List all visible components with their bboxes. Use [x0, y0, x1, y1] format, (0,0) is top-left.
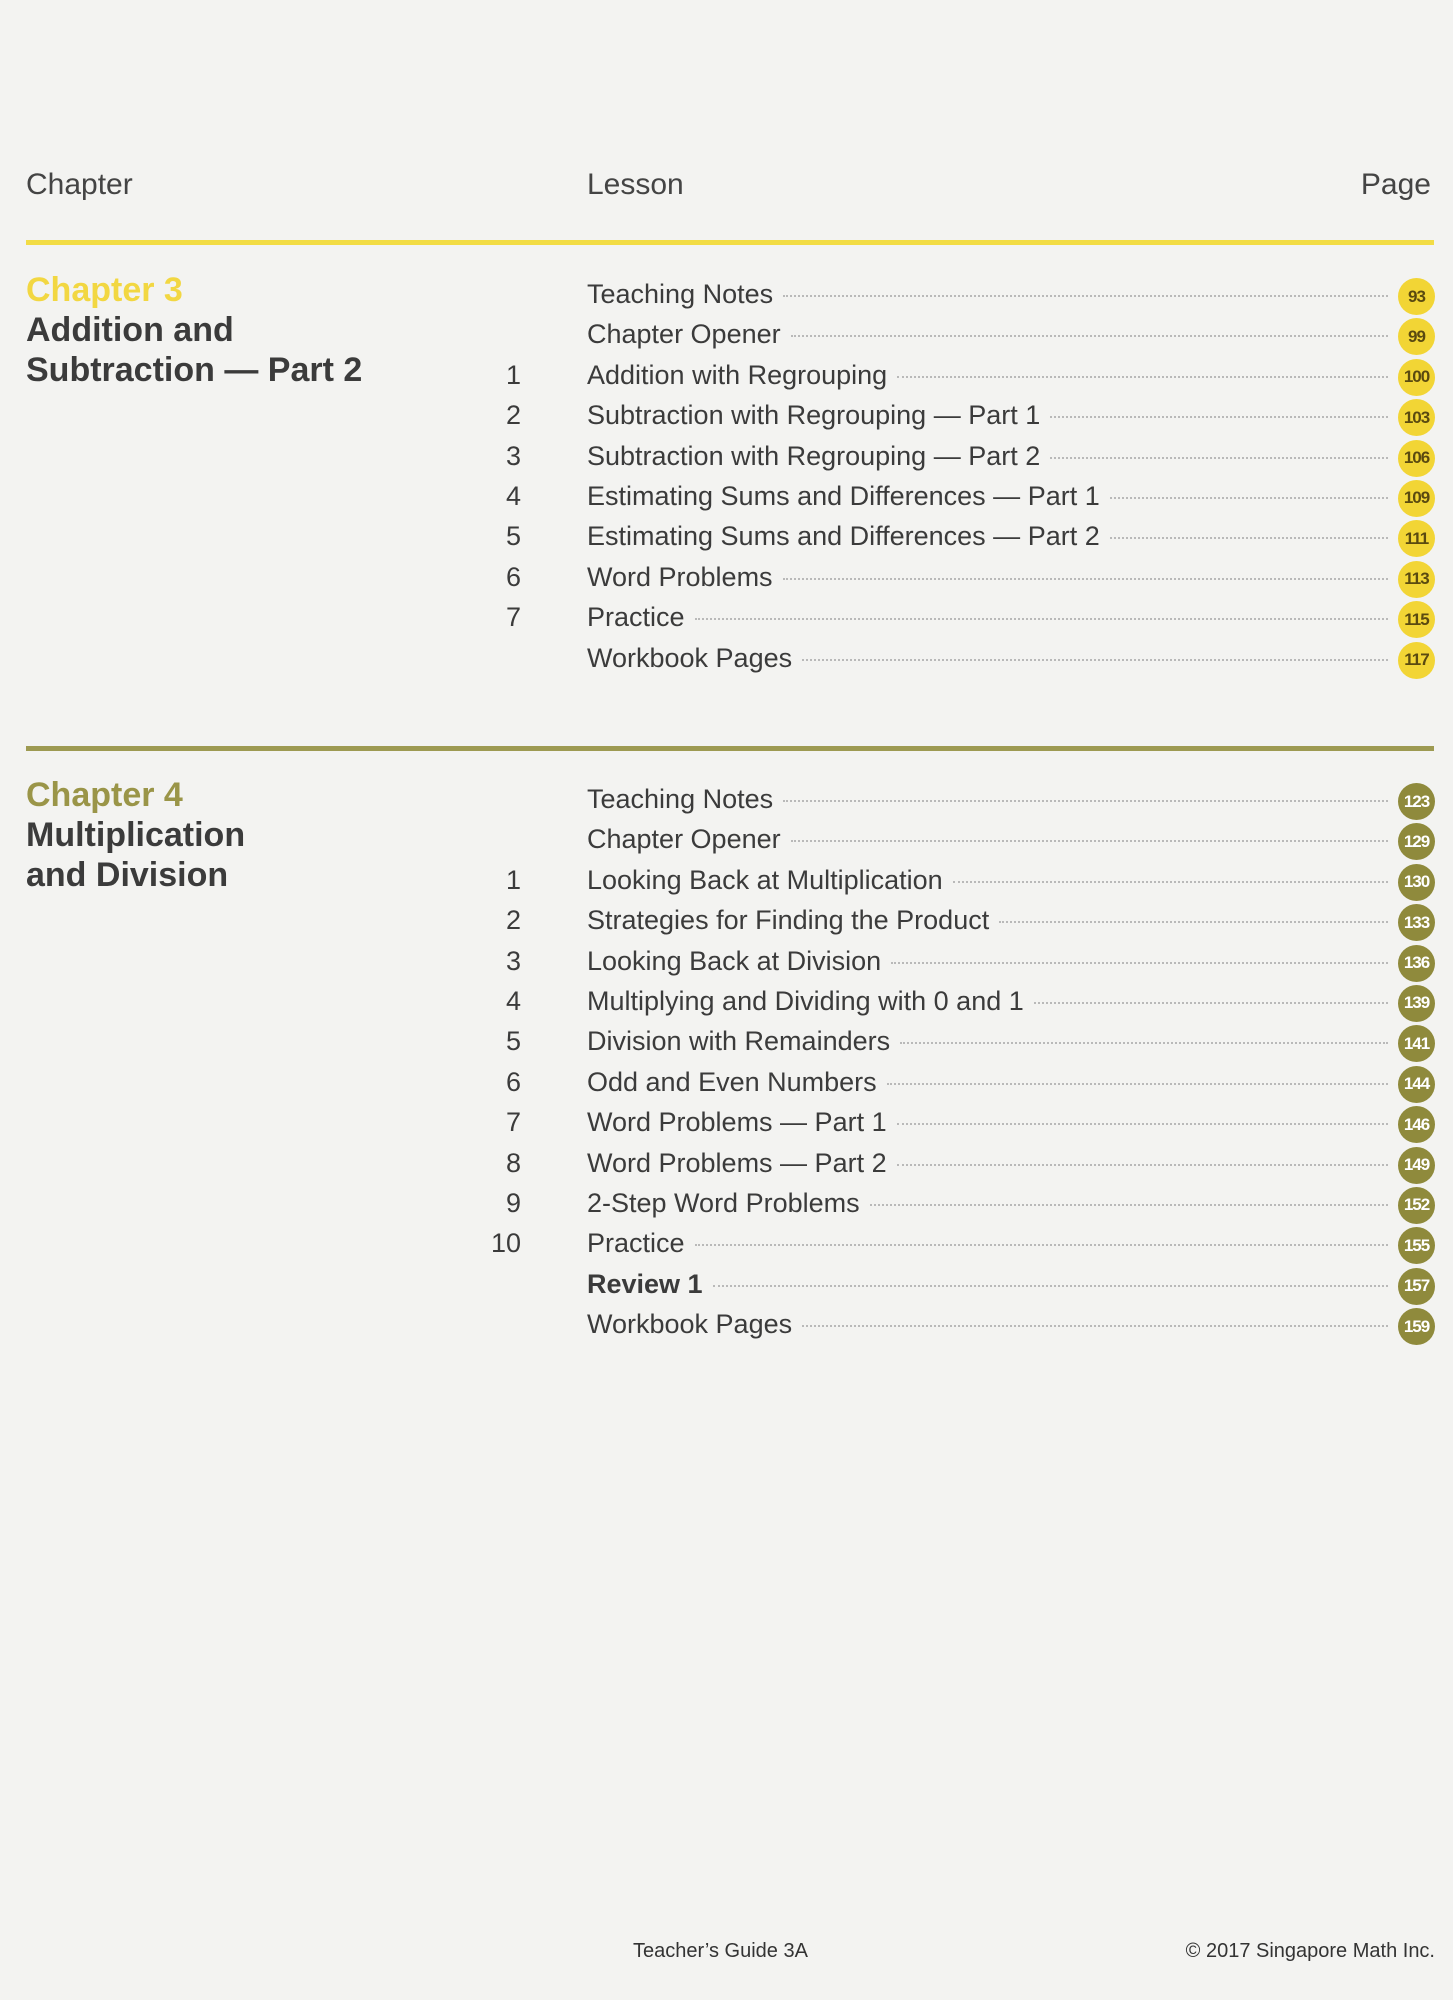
lesson-entry — [587, 1228, 1388, 1259]
lesson-entry — [587, 986, 1388, 1017]
lesson-title: Addition with Regrouping — [587, 359, 888, 390]
page-number-badge: 129 — [1398, 823, 1435, 860]
lesson-entry — [587, 1107, 1388, 1138]
page-number-badge: 152 — [1398, 1187, 1435, 1224]
lesson-number: 5 — [505, 1026, 521, 1057]
lesson-entry — [587, 865, 1388, 896]
lesson-entry — [587, 946, 1388, 977]
lesson-number: 7 — [505, 602, 521, 633]
page-number-badge: 157 — [1398, 1268, 1435, 1305]
toc-row — [0, 1303, 1453, 1343]
toc-row — [0, 1182, 1453, 1222]
lesson-entry — [587, 1026, 1388, 1057]
lesson-number: 4 — [505, 480, 521, 511]
toc-row — [0, 475, 1453, 515]
toc-row — [0, 637, 1453, 677]
dotted-leader — [897, 1164, 1388, 1166]
chapter-title-line: Multiplication — [26, 816, 246, 854]
page-number-badge: 155 — [1398, 1227, 1435, 1264]
lesson-title: Odd and Even Numbers — [587, 1066, 877, 1097]
column-header-lesson: Lesson — [587, 168, 684, 201]
page-number-badge: 111 — [1398, 520, 1435, 557]
dotted-leader — [870, 1204, 1388, 1206]
lesson-title: Workbook Pages — [587, 642, 793, 673]
page-number-badge: 109 — [1398, 480, 1435, 517]
lesson-number: 8 — [505, 1147, 521, 1178]
lesson-title: 2-Step Word Problems — [587, 1187, 860, 1218]
lesson-title: Multiplying and Dividing with 0 and 1 — [587, 985, 1024, 1016]
toc-row — [0, 1101, 1453, 1141]
page-number-badge: 100 — [1398, 359, 1435, 396]
dotted-leader — [897, 1123, 1388, 1125]
lesson-title: Review 1 — [587, 1268, 703, 1299]
page-number-badge: 106 — [1398, 440, 1435, 477]
toc-row — [0, 1222, 1453, 1262]
lesson-entry — [587, 643, 1388, 674]
page-number-badge: 159 — [1398, 1308, 1435, 1345]
lesson-title: Word Problems — Part 1 — [587, 1107, 887, 1138]
lesson-number: 3 — [505, 440, 521, 471]
lesson-title: Chapter Opener — [587, 824, 781, 855]
dotted-leader — [900, 1042, 1388, 1044]
page-number-badge: 103 — [1398, 399, 1435, 436]
chapter-label: Chapter 3 — [26, 271, 183, 309]
divider-chapter-4 — [26, 746, 1434, 751]
page-number-badge: 149 — [1398, 1147, 1435, 1184]
lesson-title: Word Problems — Part 2 — [587, 1147, 887, 1178]
lesson-entry — [587, 521, 1388, 552]
toc-row — [0, 515, 1453, 555]
page-number-badge: 113 — [1398, 561, 1435, 598]
lesson-entry — [587, 824, 1388, 855]
lesson-number: 1 — [505, 359, 521, 390]
toc-row — [0, 313, 1453, 353]
dotted-leader — [802, 659, 1388, 661]
lesson-title: Subtraction with Regrouping — Part 2 — [587, 440, 1041, 471]
dotted-leader — [953, 881, 1388, 883]
lesson-title: Practice — [587, 1228, 685, 1259]
chapter-title-line: Addition and — [26, 311, 234, 349]
dotted-leader — [1050, 457, 1388, 459]
page-number-badge: 133 — [1398, 904, 1435, 941]
dotted-leader — [1110, 537, 1388, 539]
lesson-title: Estimating Sums and Differences — Part 1 — [587, 480, 1100, 511]
chapter-title-line: Subtraction — Part 2 — [26, 351, 363, 389]
toc-row — [0, 1142, 1453, 1182]
lesson-number: 2 — [505, 400, 521, 431]
lesson-entry — [587, 1148, 1388, 1179]
chapter-label: Chapter 4 — [26, 776, 183, 814]
toc-row — [0, 1020, 1453, 1060]
page-number-badge: 93 — [1398, 278, 1435, 315]
dotted-leader — [713, 1285, 1388, 1287]
page-number-badge: 99 — [1398, 318, 1435, 355]
lesson-title: Strategies for Finding the Product — [587, 905, 990, 936]
lesson-title: Teaching Notes — [587, 279, 774, 309]
page-number-badge: 144 — [1398, 1066, 1435, 1103]
column-header-page: Page — [1360, 168, 1431, 201]
page-number-badge: 146 — [1398, 1106, 1435, 1143]
lesson-entry — [587, 1188, 1388, 1219]
lesson-entry — [587, 1269, 1388, 1300]
dotted-leader — [791, 840, 1388, 842]
lesson-number: 6 — [505, 1066, 521, 1097]
lesson-entry — [587, 279, 1388, 310]
footer-book-title: Teacher’s Guide 3A — [633, 1940, 808, 1962]
page-number-badge: 139 — [1398, 985, 1435, 1022]
toc-row — [0, 980, 1453, 1020]
lesson-entry — [587, 441, 1388, 472]
lesson-entry — [587, 481, 1388, 512]
lesson-title: Word Problems — [587, 561, 773, 592]
page-number-badge: 123 — [1398, 783, 1435, 820]
lesson-number: 5 — [505, 521, 521, 552]
lesson-list — [0, 778, 1453, 1343]
dotted-leader — [783, 295, 1388, 297]
dotted-leader — [1110, 497, 1388, 499]
lesson-entry — [587, 400, 1388, 431]
lesson-number: 1 — [505, 864, 521, 895]
lesson-number: 3 — [505, 945, 521, 976]
toc-row — [0, 435, 1453, 475]
toc-row — [0, 556, 1453, 596]
dotted-leader — [897, 376, 1388, 378]
lesson-title: Practice — [587, 602, 685, 633]
dotted-leader — [1050, 416, 1388, 418]
page-number-badge: 117 — [1398, 642, 1435, 679]
lesson-title: Subtraction with Regrouping — Part 1 — [587, 400, 1041, 431]
lesson-number: 7 — [505, 1107, 521, 1138]
dotted-leader — [791, 335, 1388, 337]
toc-row — [0, 273, 1453, 313]
toc-row — [0, 859, 1453, 899]
dotted-leader — [783, 578, 1388, 580]
lesson-list — [0, 273, 1453, 677]
lesson-entry — [587, 602, 1388, 633]
lesson-number: 10 — [490, 1228, 521, 1259]
lesson-entry — [587, 1067, 1388, 1098]
toc-row — [0, 899, 1453, 939]
lesson-number: 4 — [505, 985, 521, 1016]
lesson-number: 2 — [505, 905, 521, 936]
lesson-entry — [587, 905, 1388, 936]
lesson-entry — [587, 562, 1388, 593]
toc-row — [0, 940, 1453, 980]
toc-row — [0, 1061, 1453, 1101]
lesson-entry — [587, 360, 1388, 391]
footer-copyright: © 2017 Singapore Math Inc. — [1185, 1940, 1435, 1962]
page-number-badge: 115 — [1398, 601, 1435, 638]
chapter-title-line: and Division — [26, 856, 229, 894]
lesson-title: Looking Back at Multiplication — [587, 864, 943, 895]
lesson-title: Workbook Pages — [587, 1309, 793, 1340]
toc-row — [0, 818, 1453, 858]
dotted-leader — [1034, 1002, 1388, 1004]
dotted-leader — [695, 1244, 1388, 1246]
page-number-badge: 130 — [1398, 864, 1435, 901]
toc-row — [0, 394, 1453, 434]
lesson-title: Looking Back at Division — [587, 945, 882, 976]
lesson-number: 6 — [505, 561, 521, 592]
toc-row — [0, 1263, 1453, 1303]
dotted-leader — [802, 1325, 1388, 1327]
column-header-chapter: Chapter — [26, 168, 133, 201]
lesson-entry — [587, 784, 1388, 815]
page-number-badge: 141 — [1398, 1025, 1435, 1062]
dotted-leader — [783, 800, 1388, 802]
lesson-number: 9 — [505, 1187, 521, 1218]
dotted-leader — [887, 1083, 1388, 1085]
dotted-leader — [891, 962, 1388, 964]
lesson-title: Teaching Notes — [587, 784, 774, 814]
page-number-badge: 136 — [1398, 945, 1435, 982]
lesson-title: Estimating Sums and Differences — Part 2 — [587, 521, 1100, 552]
lesson-entry — [587, 1309, 1388, 1340]
lesson-entry — [587, 319, 1388, 350]
dotted-leader — [999, 921, 1388, 923]
lesson-title: Division with Remainders — [587, 1026, 891, 1057]
toc-row — [0, 596, 1453, 636]
toc-row — [0, 354, 1453, 394]
divider-chapter-3 — [26, 240, 1434, 245]
dotted-leader — [695, 618, 1388, 620]
toc-row — [0, 778, 1453, 818]
lesson-title: Chapter Opener — [587, 319, 781, 350]
